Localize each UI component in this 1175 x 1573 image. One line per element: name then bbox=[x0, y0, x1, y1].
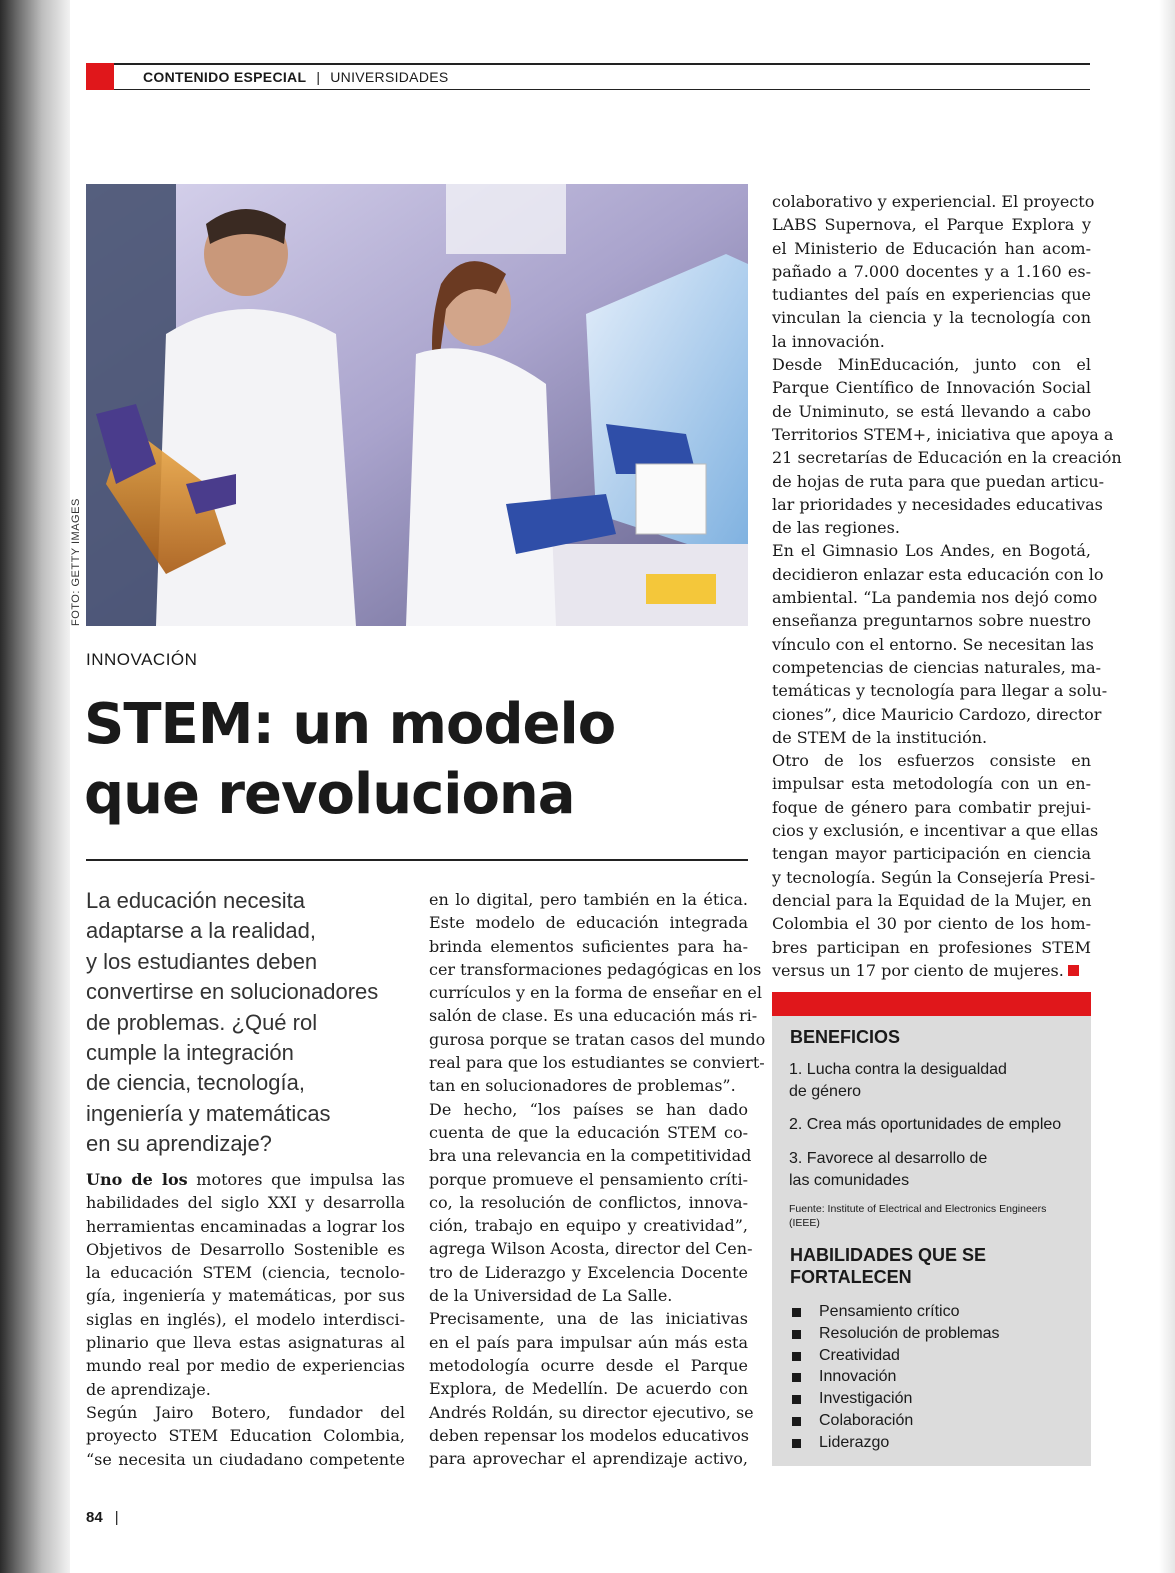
skill-item: Resolución de problemas bbox=[792, 1323, 1000, 1345]
body-line: Objetivos de Desarrollo Sostenible es bbox=[86, 1239, 405, 1259]
page-number-separator: | bbox=[114, 1509, 119, 1526]
body-line: siglas en inglés), el modelo interdisci- bbox=[86, 1309, 405, 1329]
body-line: Colombia el 30 por ciento de los hom- bbox=[772, 914, 1091, 934]
body-line: de aprendizaje. bbox=[86, 1379, 211, 1399]
body-line: Andrés Roldán, su director ejecutivo, se bbox=[429, 1402, 754, 1422]
page-edge bbox=[1159, 0, 1175, 1573]
page-number bbox=[86, 1509, 119, 1526]
benefits-source: Fuente: Institute of Electrical and Electronics Engineers (IEEE) bbox=[789, 1203, 1047, 1229]
body-line: temáticas y tecnología para llegar a solu- bbox=[772, 681, 1108, 701]
body-column-1 bbox=[86, 1168, 405, 1471]
body-line: Precisamente, una de las iniciativas bbox=[429, 1309, 748, 1329]
body-column-3 bbox=[772, 190, 1122, 982]
body-line: habilidades del siglo XXI y desarrolla bbox=[86, 1193, 405, 1213]
body-lead-in: Uno de los bbox=[86, 1170, 188, 1189]
skill-item: Liderazgo bbox=[792, 1432, 1000, 1454]
subsection-label: UNIVERSIDADES bbox=[330, 69, 449, 85]
skill-item: Colaboración bbox=[792, 1410, 1000, 1432]
article-lede bbox=[86, 886, 406, 1160]
body-line: gurosa porque se tratan casos del mundo bbox=[429, 1029, 766, 1049]
body-line-text: motores que impulsa las bbox=[187, 1170, 405, 1189]
body-line: mundo real por medio de experiencias bbox=[86, 1356, 405, 1376]
benefit-line: las comunidades bbox=[789, 1172, 910, 1189]
body-line bbox=[86, 1168, 405, 1191]
body-line: brinda elementos suficientes para ha- bbox=[429, 936, 748, 956]
lede-line: convertirse en solucionadores bbox=[86, 979, 379, 1005]
body-line: bres participan en profesiones STEM bbox=[772, 937, 1091, 957]
benefit-item bbox=[789, 1148, 1079, 1192]
body-line: de Uniminuto, se está llevando a cabo bbox=[772, 401, 1091, 421]
body-line: en el país para impulsar aún más esta bbox=[429, 1332, 748, 1352]
skills-title-line: HABILIDADES QUE SE bbox=[790, 1245, 987, 1265]
benefit-item bbox=[789, 1114, 1079, 1136]
lede-line: y los estudiantes deben bbox=[86, 948, 318, 974]
body-line: ambiental. “La pandemia nos dejó como bbox=[772, 588, 1098, 608]
body-line: dencial para la Equidad de la Mujer, en bbox=[772, 890, 1092, 910]
lede-line: de problemas. ¿Qué rol bbox=[86, 1009, 318, 1035]
benefit-item bbox=[789, 1059, 1079, 1103]
body-line: y tecnología. Según la Consejería Presi- bbox=[772, 867, 1096, 887]
body-line: real para que los estudiantes se conviert- bbox=[429, 1053, 765, 1073]
body-line: tro de Liderazgo y Excelencia Docente bbox=[429, 1262, 748, 1282]
lede-line: en su aprendizaje? bbox=[86, 1131, 272, 1157]
skill-item: Creatividad bbox=[792, 1345, 1000, 1367]
page-number-value: 84 bbox=[86, 1509, 103, 1526]
body-line: vínculo con el entorno. Se necesitan las bbox=[772, 634, 1094, 654]
body-line: Otro de los esfuerzos consiste en bbox=[772, 751, 1091, 771]
article-kicker: INNOVACIÓN bbox=[86, 650, 198, 669]
body-line: de las regiones. bbox=[772, 518, 900, 538]
header-separator: | bbox=[316, 69, 321, 85]
skill-item: Investigación bbox=[792, 1388, 1000, 1410]
benefit-line: 3. Favorece al desarrollo de bbox=[789, 1150, 988, 1167]
body-column-2 bbox=[429, 888, 766, 1470]
header-rule-bottom bbox=[114, 89, 1090, 90]
skill-item: Pensamiento crítico bbox=[792, 1301, 1000, 1323]
sidebar-accent-bar bbox=[772, 992, 1091, 1016]
lede-line: La educación necesita bbox=[86, 888, 305, 913]
benefits-title: BENEFICIOS bbox=[790, 1027, 901, 1047]
body-line: De hecho, “los países se han dado bbox=[429, 1099, 748, 1119]
lede-line: de ciencia, tecnología, bbox=[86, 1070, 305, 1096]
skills-title bbox=[790, 1244, 986, 1288]
body-line: pañado a 7.000 docentes y a 1.160 es- bbox=[772, 261, 1091, 281]
end-of-article-mark bbox=[1068, 965, 1079, 976]
page-spine-shadow bbox=[0, 0, 70, 1573]
body-line: colaborativo y experiencial. El proyecto bbox=[772, 192, 1095, 211]
body-line: de la Universidad de La Salle. bbox=[429, 1286, 673, 1306]
lab-photo-illustration bbox=[86, 184, 748, 626]
body-line: en lo digital, pero también en la ética. bbox=[429, 890, 748, 909]
section-label: CONTENIDO ESPECIAL bbox=[143, 69, 307, 85]
body-line: foque de género para combatir prejui- bbox=[772, 797, 1091, 817]
skill-item: Innovación bbox=[792, 1366, 1000, 1388]
body-line: currículos y en la forma de enseñar en el bbox=[429, 983, 762, 1003]
body-line: enseñanza preguntarnos sobre nuestro bbox=[772, 611, 1091, 631]
benefit-line: 1. Lucha contra la desigualdad bbox=[789, 1061, 1007, 1078]
skills-title-line: FORTALECEN bbox=[790, 1267, 912, 1287]
body-line: competencias de ciencias naturales, ma- bbox=[772, 657, 1102, 677]
body-line: metodología ocurre desde el Parque bbox=[429, 1355, 748, 1375]
body-line: plinario que lleva estas asignaturas al bbox=[86, 1333, 405, 1353]
body-line: tan en solucionadores de problemas”. bbox=[429, 1076, 736, 1096]
skills-list bbox=[792, 1301, 1000, 1454]
body-line: cer transformaciones pedagógicas en los bbox=[429, 959, 762, 979]
body-line: tudiantes del país en experiencias que bbox=[772, 285, 1091, 305]
lab-photo bbox=[86, 184, 748, 626]
body-line: lar prioridades y necesidades educativas bbox=[772, 494, 1103, 514]
body-line: impulsar esta metodología con un en- bbox=[772, 774, 1091, 794]
body-line: cios y exclusión, e incentivar a que ellas bbox=[772, 821, 1099, 841]
body-line: la educación STEM (ciencia, tecnolo- bbox=[86, 1263, 405, 1283]
lede-line: cumple la integración bbox=[86, 1040, 294, 1066]
body-line: agrega Wilson Acosta, director del Cen- bbox=[429, 1239, 753, 1259]
body-line: ciones”, dice Mauricio Cardozo, director bbox=[772, 704, 1102, 724]
body-line: LABS Supernova, el Parque Explora y bbox=[772, 215, 1091, 235]
body-line: deben repensar los modelos educativos bbox=[429, 1425, 749, 1445]
body-line: Desde MinEducación, junto con el bbox=[772, 355, 1091, 375]
body-line: de hojas de ruta para que puedan articu- bbox=[772, 471, 1105, 491]
body-line: ción, trabajo en equipo y creatividad”, bbox=[429, 1216, 748, 1236]
body-line: herramientas encaminadas a lograr los bbox=[86, 1216, 405, 1236]
body-line: bra una relevancia en la competitividad bbox=[429, 1146, 752, 1166]
benefit-line: de género bbox=[789, 1083, 862, 1100]
body-line: 21 secretarías de Educación en la creación bbox=[772, 448, 1122, 468]
body-line: cuenta de que la educación STEM co- bbox=[429, 1122, 748, 1142]
headline-line: STEM: un modelo bbox=[84, 692, 616, 757]
sidebar-box bbox=[772, 1016, 1091, 1466]
photo-credit: FOTO: GETTY IMAGES bbox=[70, 498, 82, 626]
body-line: En el Gimnasio Los Andes, en Bogotá, bbox=[772, 541, 1091, 561]
header-rule-top bbox=[114, 63, 1090, 65]
body-line: Territorios STEM+, iniciativa que apoya a bbox=[772, 424, 1114, 444]
body-line: co, la resolución de conflictos, innova- bbox=[429, 1192, 748, 1212]
body-line: para aprovechar el aprendizaje activo, bbox=[429, 1449, 748, 1469]
body-line: Según Jairo Botero, fundador del bbox=[86, 1402, 405, 1422]
body-line: vinculan la ciencia y la tecnología con bbox=[772, 308, 1091, 328]
body-line: porque promueve el pensamiento críti- bbox=[429, 1169, 748, 1189]
header-accent-block bbox=[86, 63, 114, 90]
body-line bbox=[772, 959, 1091, 982]
lede-line: ingeniería y matemáticas bbox=[86, 1100, 331, 1126]
body-line: de STEM de la institución. bbox=[772, 727, 988, 747]
body-line: el Ministerio de Educación han acom- bbox=[772, 238, 1091, 258]
body-line: proyecto STEM Education Colombia, bbox=[86, 1426, 405, 1446]
body-line: la innovación. bbox=[772, 331, 885, 351]
body-line: “se necesita un ciudadano competente bbox=[86, 1449, 405, 1469]
headline-line: que revoluciona bbox=[84, 762, 575, 827]
section-header bbox=[143, 69, 449, 85]
article-headline bbox=[84, 690, 748, 830]
body-line: gía, ingeniería y matemáticas, por sus bbox=[86, 1286, 405, 1306]
body-line: Este modelo de educación integrada bbox=[429, 913, 748, 933]
body-line: salón de clase. Es una educación más ri- bbox=[429, 1006, 758, 1026]
benefit-line: 2. Crea más oportunidades de empleo bbox=[789, 1116, 1062, 1133]
body-line: Parque Científico de Innovación Social bbox=[772, 378, 1091, 398]
body-line: tengan mayor participación en ciencia bbox=[772, 844, 1091, 864]
body-line-text: versus un 17 por ciento de mujeres. bbox=[772, 960, 1064, 980]
body-line: Explora, de Medellín. De acuerdo con bbox=[429, 1379, 748, 1399]
lede-line: adaptarse a la realidad, bbox=[86, 918, 316, 944]
headline-rule bbox=[86, 859, 748, 861]
body-line: decidieron enlazar esta educación con lo bbox=[772, 564, 1104, 584]
